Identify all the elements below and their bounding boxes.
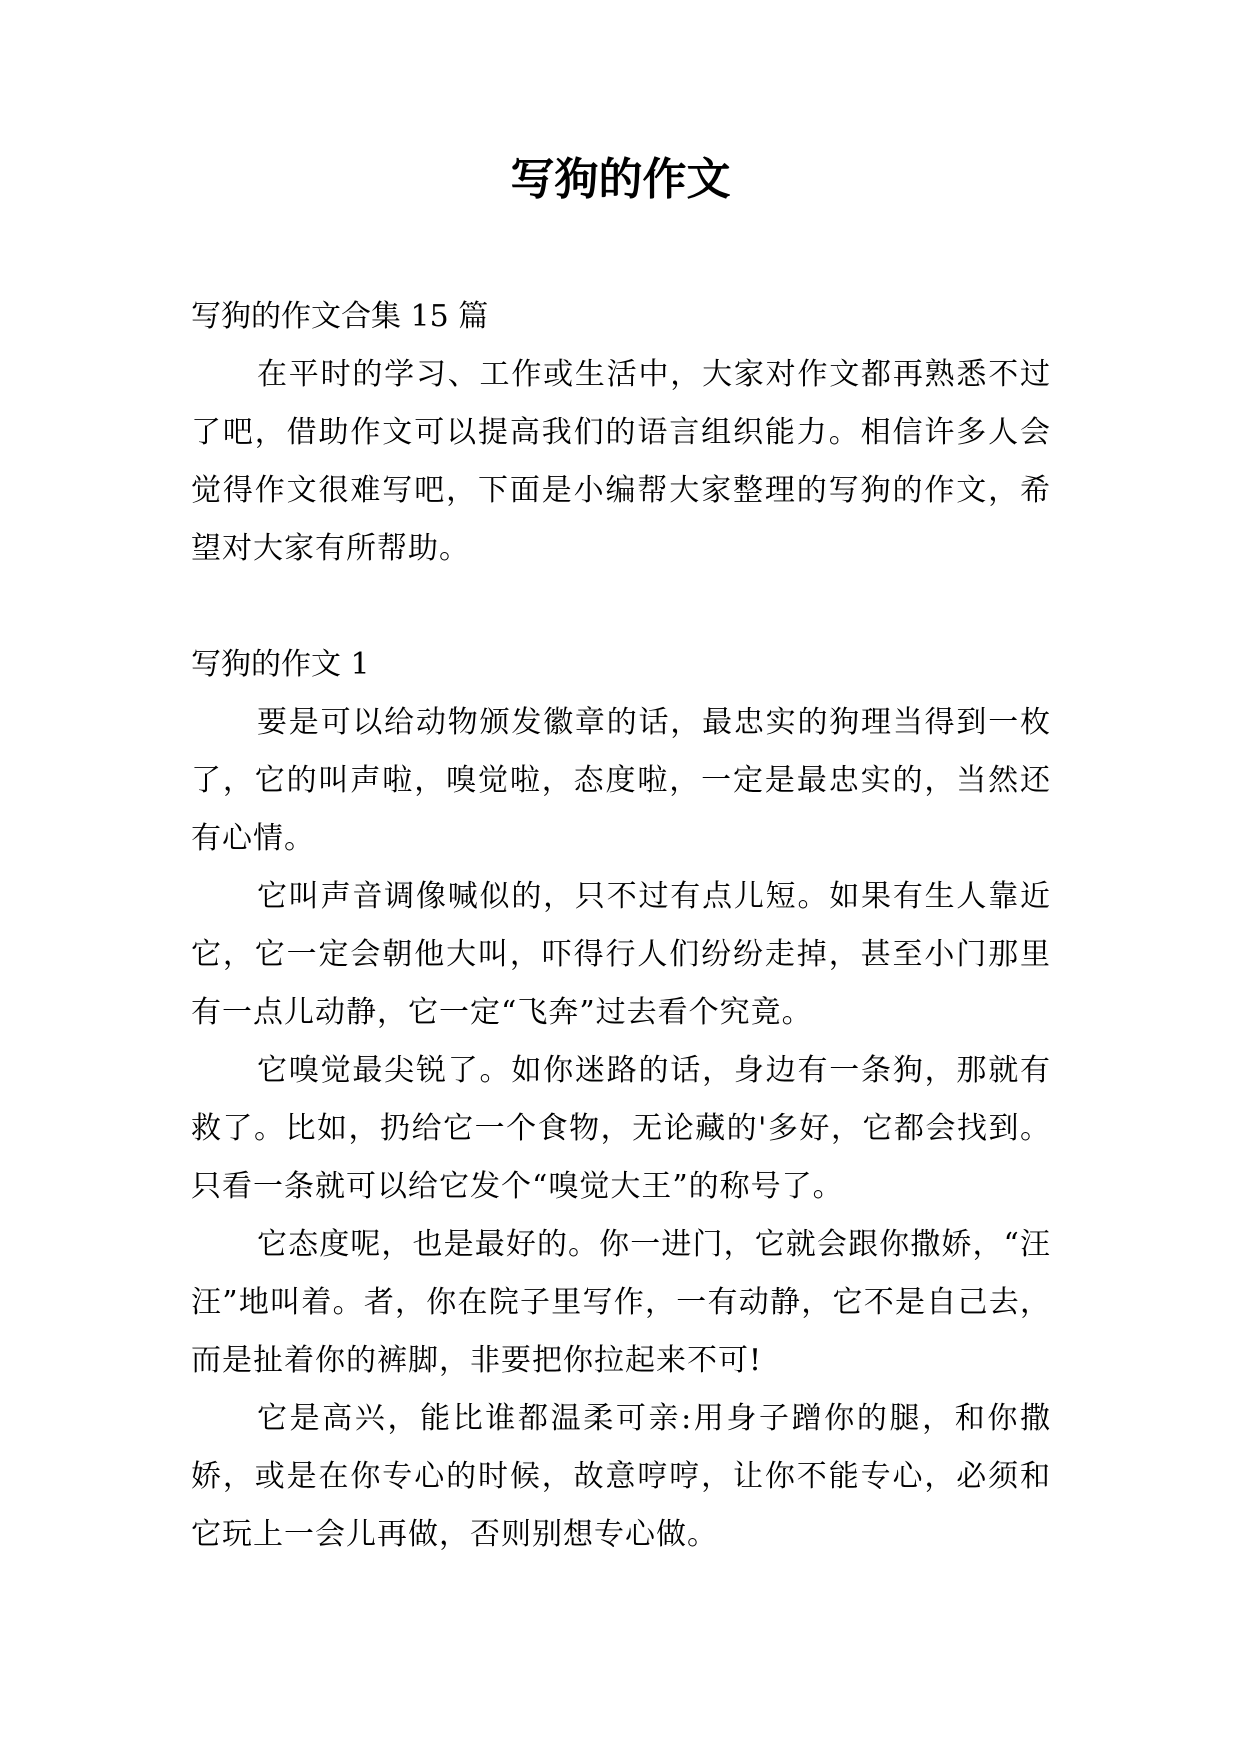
essay-paragraph: 它态度呢，也是最好的。你一进门，它就会跟你撒娇，“汪汪”地叫着。者，你在院子里写作，一有动静，它不是自己去，而是扯着你的裤脚，非要把你拉起来不可! — [191, 1227, 1051, 1378]
essay-paragraph: 它叫声音调像喊似的，只不过有点儿短。如果有生人靠近它，它一定会朝他大叫，吓得行人们纷纷走掉，甚至小门那里有一点儿动静，它一定“飞奔”过去看个究竟。 — [191, 879, 1051, 1030]
document-title: 写狗的作文 — [510, 154, 731, 205]
section-spacer — [191, 578, 1051, 636]
essay-paragraph: 它嗅觉最尖锐了。如你迷路的话，身边有一条狗，那就有救了。比如，扔给它一个食物，无论藏的'多好，它都会找到。只看一条就可以给它发个“嗅觉大王”的称号了。 — [191, 1053, 1051, 1204]
document-body — [191, 288, 1051, 1564]
essay-heading: 写狗的作文 1 — [191, 647, 370, 682]
essay-paragraph: 它是高兴，能比谁都温柔可亲:用身子蹭你的腿，和你撒娇，或是在你专心的时候，故意哼哼，让你不能专心，必须和它玩上一会儿再做，否则别想专心做。 — [191, 1401, 1051, 1552]
intro-paragraph: 在平时的学习、工作或生活中，大家对作文都再熟悉不过了吧，借助作文可以提高我们的语言组织能力。相信许多人会觉得作文很难写吧，下面是小编帮大家整理的写狗的作文，希望对大家有所帮助。 — [191, 357, 1051, 566]
essay-paragraph: 要是可以给动物颁发徽章的话，最忠实的狗理当得到一枚了，它的叫声啦，嗅觉啦，态度啦，一定是最忠实的，当然还有心情。 — [191, 705, 1051, 856]
collection-heading: 写狗的作文合集 15 篇 — [191, 299, 489, 334]
